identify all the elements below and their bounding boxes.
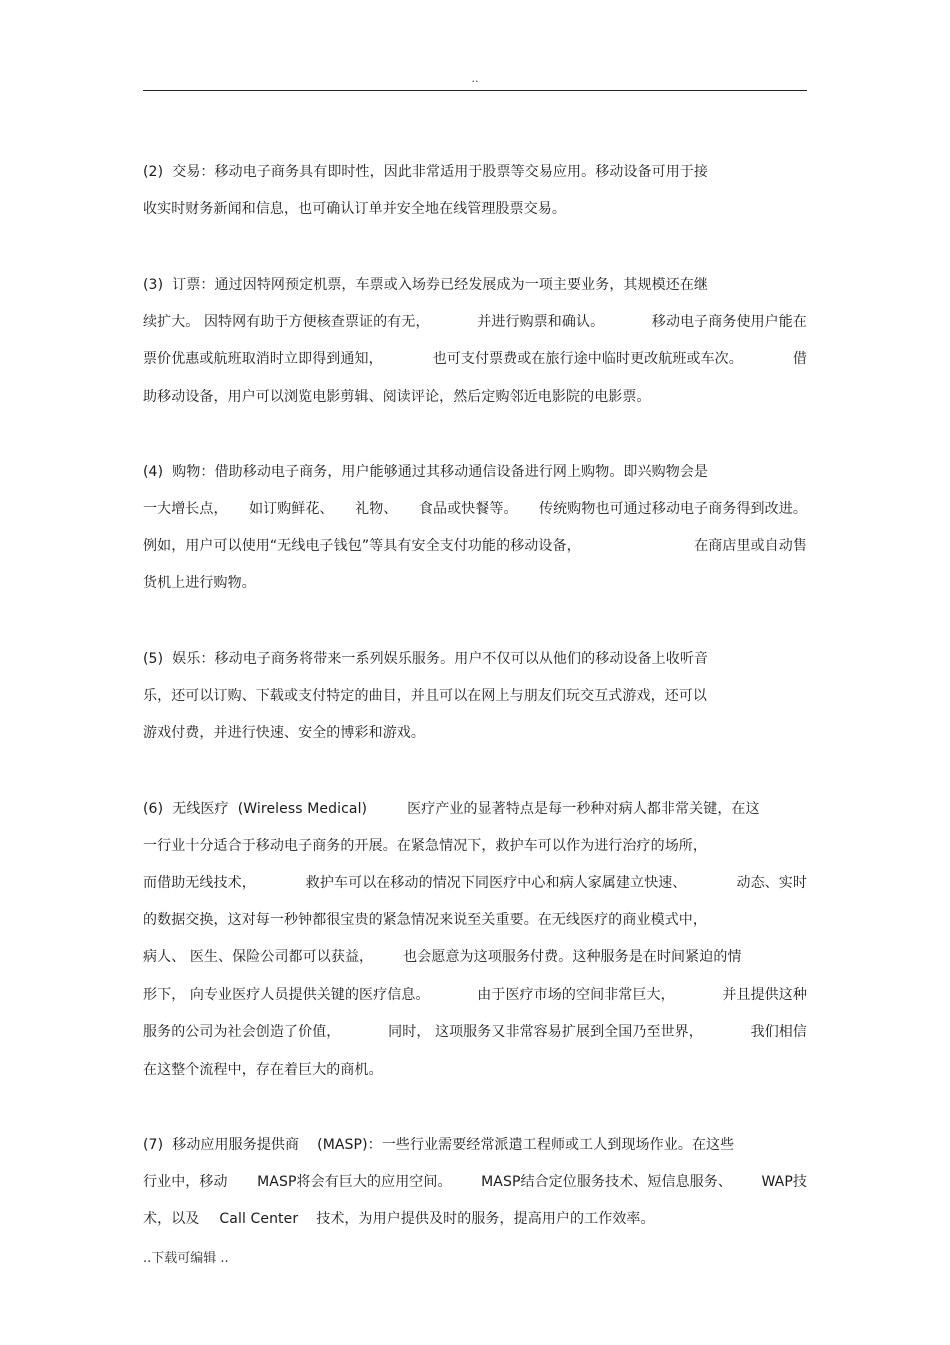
text-segment: 在这整个流程中，存在着巨大的商机。 <box>143 1062 383 1078</box>
text-segment: 票价优惠或航班取消时立即得到通知， <box>143 351 383 367</box>
paragraph-line <box>143 909 807 931</box>
paragraph-line <box>143 946 807 968</box>
paragraph-line <box>143 984 807 1006</box>
header-rule <box>143 90 807 91</box>
paragraph-line <box>143 198 807 220</box>
paragraph-line <box>143 161 807 183</box>
text-segment: (MASP)：一些行业需要经常派遣工程师或工人到现场作业。在这些 <box>317 1137 735 1153</box>
text-segment: (2) 交易：移动电子商务具有即时性，因此非常适用于股票等交易应用。移动设备可用于接 <box>143 164 709 180</box>
text-segment: 病人、 医生、保险公司都可以获益， <box>143 949 374 965</box>
paragraph-line <box>143 348 807 370</box>
text-segment: 借 <box>792 351 807 367</box>
text-segment: 行业中，移动 <box>143 1174 228 1190</box>
text-segment: 而借助无线技术， <box>143 875 256 891</box>
footer-mark: ..下载可编辑 .. <box>143 1251 229 1266</box>
text-segment: 由于医疗市场的空间非常巨大， <box>477 987 675 1003</box>
text-segment: 服务的公司为社会创造了价值， <box>143 1024 341 1040</box>
text-segment: 救护车可以在移动的情况下同医疗中心和病人家属建立快速、 <box>305 875 687 891</box>
text-segment: MASP结合定位服务技术、短信息服务、 <box>481 1174 732 1190</box>
paragraph-line <box>143 1059 807 1081</box>
text-segment: 形下， 向专业医疗人员提供关键的医疗信息。 <box>143 987 430 1003</box>
text-segment: MASP将会有巨大的应用空间。 <box>257 1174 452 1190</box>
paragraph-line <box>143 685 807 707</box>
text-segment: 医疗产业的显著特点是每一秒种对病人都非常关键，在这 <box>407 801 760 817</box>
text-segment: (7) 移动应用服务提供商 <box>143 1137 300 1153</box>
text-segment: (3) 订票：通过因特网预定机票，车票或入场券已经发展成为一项主要业务，其规模还在继 <box>143 277 709 293</box>
text-segment: 礼物、 <box>355 501 398 517</box>
text-segment: Call Center <box>219 1211 299 1227</box>
text-segment: 收实时财务新闻和信息，也可确认订单并安全地在线管理股票交易。 <box>143 201 566 217</box>
header-mark: .. <box>471 72 479 85</box>
text-segment: 助移动设备，用户可以浏览电影剪辑、阅读评论，然后定购邻近电影院的电影票。 <box>143 389 651 405</box>
paragraph-line <box>143 1171 807 1193</box>
paragraph-line <box>143 648 807 670</box>
paragraph-line <box>143 798 807 820</box>
text-segment: 例如，用户可以使用“无线电子钱包”等具有安全支付功能的移动设备， <box>143 538 581 554</box>
text-segment: WAP技 <box>761 1174 807 1190</box>
text-segment: 移动电子商务使用户能在 <box>651 314 807 330</box>
text-segment: 我们相信 <box>750 1024 807 1040</box>
paragraph-line <box>143 1134 807 1156</box>
text-segment: 技术，为用户提供及时的服务，提高用户的工作效率。 <box>316 1211 655 1227</box>
paragraph-line <box>143 1208 807 1230</box>
text-segment: 并进行购票和确认。 <box>477 314 605 330</box>
paragraph-line <box>143 722 807 744</box>
text-segment: (5) 娱乐：移动电子商务将带来一系列娱乐服务。用户不仅可以从他们的移动设备上收听音 <box>143 651 709 667</box>
paragraph-line <box>143 461 807 483</box>
text-segment: (6) 无线医疗 (Wireless Medical) <box>143 801 368 817</box>
text-segment: 食品或快餐等。 <box>418 501 518 517</box>
text-segment: 也会愿意为这项服务付费。这种服务是在时间紧迫的情 <box>403 949 742 965</box>
paragraph-line <box>143 1021 807 1043</box>
text-segment: 续扩大。 因特网有助于方便核查票证的有无， <box>143 314 430 330</box>
text-segment: 货机上进行购物。 <box>143 575 256 591</box>
paragraph-line <box>143 835 807 857</box>
text-segment: 乐，还可以订购、下载或支付特定的曲目，并且可以在网上与朋友们玩交互式游戏，还可以 <box>143 688 707 704</box>
paragraph-line <box>143 386 807 408</box>
text-segment: 动态、实时 <box>736 875 807 891</box>
text-segment: 也可支付票费或在旅行途中临时更改航班或车次。 <box>432 351 743 367</box>
text-segment: 游戏付费，并进行快速、安全的博彩和游戏。 <box>143 725 425 741</box>
text-segment: 如订购鲜花、 <box>249 501 334 517</box>
paragraph-line <box>143 535 807 557</box>
paragraph-line <box>143 498 807 520</box>
text-segment: (4) 购物：借助移动电子商务，用户能够通过其移动通信设备进行网上购物。即兴购物会是 <box>143 464 709 480</box>
paragraph-line <box>143 572 807 594</box>
text-segment: 一行业十分适合于移动电子商务的开展。在紧急情况下，救护车可以作为进行治疗的场所， <box>143 838 707 854</box>
paragraph-line <box>143 274 807 296</box>
text-segment: 在商店里或自动售 <box>694 538 807 554</box>
paragraph-line <box>143 872 807 894</box>
paragraph-line <box>143 311 807 333</box>
text-segment: 传统购物也可通过移动电子商务得到改进。 <box>539 501 807 517</box>
text-segment: 同时， 这项服务又非常容易扩展到全国乃至世界， <box>388 1024 703 1040</box>
text-segment: 一大增长点， <box>143 501 228 517</box>
text-segment: 的数据交换，这对每一秒钟都很宝贵的紧急情况来说至关重要。在无线医疗的商业模式中， <box>143 912 707 928</box>
text-segment: 术，以及 <box>143 1211 200 1227</box>
text-segment: 并且提供这种 <box>722 987 807 1003</box>
